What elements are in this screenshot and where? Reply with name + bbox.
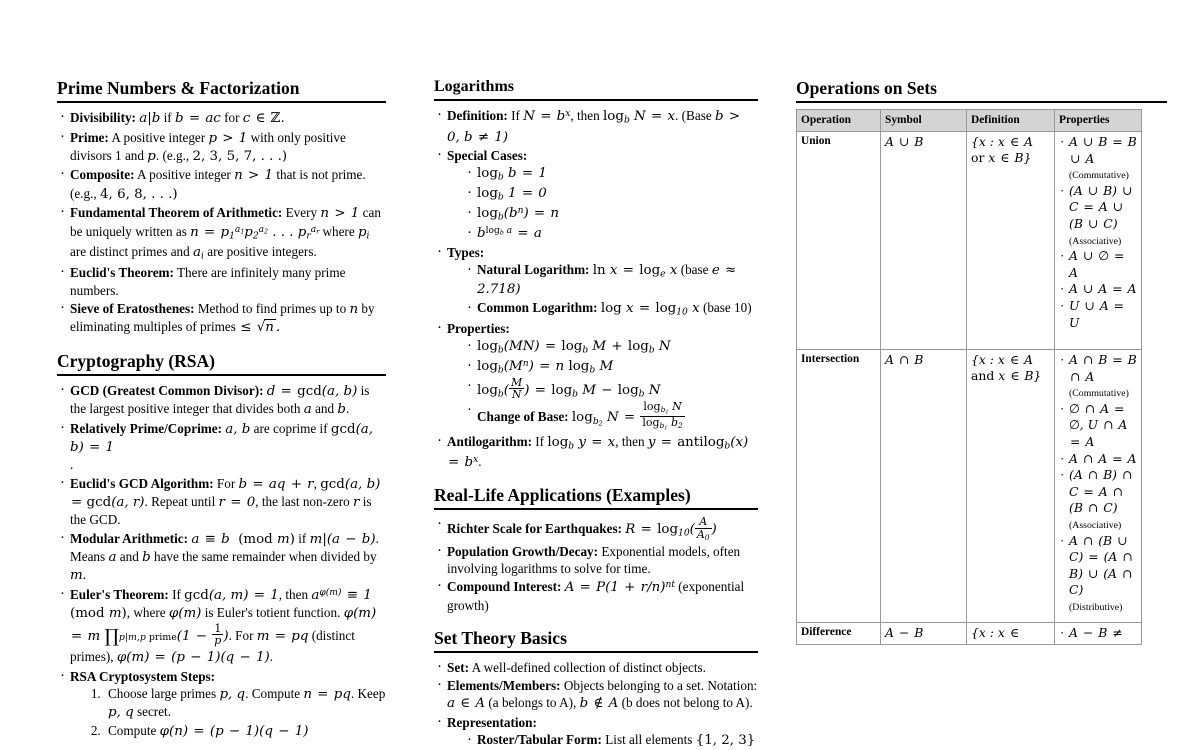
log-property-change-of-base [465,401,758,432]
text-modular-c: and [119,548,139,564]
column-left [0,78,410,739]
math-logb-1: $\log_b 1 = 0$ [477,186,547,203]
term-rsa-steps: RSA Cryptosystem Steps: [70,668,216,684]
representation-list [447,731,758,750]
note-distributive-inter: (Distributive) [1069,601,1123,613]
term-representation: Representation: [447,714,537,730]
text-compound: (exponential growth) [447,579,745,613]
text-fta-e: are positive integers. [207,244,317,260]
special-case-1 [465,164,758,184]
text-natural: (base [680,261,709,277]
text-algo-b: . Repeat until [144,493,216,509]
term-prime: Prime: [70,129,109,145]
table-row [797,622,1142,644]
math-antilog: y = antilog$_b$(x) = $b^x$ [448,434,749,470]
term-properties: Properties: [447,321,510,337]
math-log-b-n: $\log_b N = x$ [603,109,676,126]
math-union-idempotent: A ∪ A = A [1069,281,1137,297]
math-m: m [70,568,83,584]
term-richter: Richter Scale for Earthquakes: [447,521,622,537]
math-b-notin-A: b ∉ A [579,696,619,712]
term-log-definition: Definition: [447,108,508,124]
cell-operation-union: Union [797,131,881,349]
math-diff-noncommutative: A − B ≠ [1069,624,1123,640]
text-step2-a: Compute [108,722,157,738]
table-row [797,131,1142,349]
term-natural-log: Natural Logarithm: [477,261,590,277]
term-types: Types: [447,244,485,260]
math-n-eq-pq: n = pq [303,686,351,702]
term-compound-interest: Compound Interest: [447,579,562,595]
math-change-of-base: $\log_{b_2} N$ = $\frac{\log_{b_1} N}{\log_{b_1} b_2}$ [571,399,683,432]
text-coprime-period: . [70,457,74,473]
math-a-inter-b: A ∩ B [885,351,924,367]
math-difference-definition: {x : x ∈ [971,624,1020,640]
rsa-step-1 [104,685,386,722]
list-item-modular-arithmetic: · Modular Arithmetic: a ≡ b (mod m) if m|(a − b). Means a and b have the same remainder when divided by m. [57,530,386,585]
math-division-algorithm: b = aq + r [238,476,314,492]
difference-property-noncommutative [1059,625,1137,642]
list-item-coprime [57,420,386,474]
section-title-set-theory: Set Theory Basics [434,628,758,653]
math-phi-n: φ(n) = (p − 1)(q − 1) [159,723,309,739]
applications-list [434,516,758,613]
term-euler-theorem: Euler's Theorem: [70,586,169,602]
table-row [797,349,1142,622]
list-item-fundamental-theorem [57,204,386,263]
math-logb-b: $\log_b b = 1$ [477,166,547,183]
math-intersection-definition: {x : x ∈ A and x ∈ B} [971,351,1042,384]
math-n-sieve: n [349,301,359,317]
math-inter-distributive: A ∩ (B ∪ C) = (A ∩ B) ∪ (A ∩ C) [1069,532,1133,598]
union-property-commutative [1059,134,1137,183]
intersection-property-empty [1059,401,1137,451]
note-associative-inter: (Associative) [1069,519,1122,531]
text-def-a: If [511,108,520,124]
math-compound-interest: $A = P(1 + r/n)^{nt}$ [564,580,675,596]
set-theory-list [434,659,758,750]
math-gcd-ar: gcd(a, r) [86,494,145,510]
text-antilog-b: , then [615,433,645,449]
text-elements-b: (a belongs to A), [488,695,577,711]
math-logb-bn: $\log_b(b^n) = n$ [477,205,560,223]
list-item-set [434,659,758,676]
math-a2: a [108,549,117,565]
term-euclid-algorithm: Euclid's GCD Algorithm: [70,475,214,491]
list-item-special-cases [434,147,758,242]
text-for: for [224,110,240,126]
list-item-types [434,244,758,320]
math-mod-m: (mod m) [70,606,127,622]
term-divisibility: Divisibility: [70,110,136,126]
term-gcd: GCD (Greatest Common Divisor): [70,382,264,398]
math-union-associative: (A ∪ B) ∪ C = A ∪ (B ∪ C) [1069,182,1133,231]
math-richter: $R = \log_{10}$( $\frac{A}{A_0}$ ) [625,515,717,543]
math-union-universal: U ∪ A = U [1069,297,1124,330]
rsa-steps-list [70,685,386,740]
list-item-euler-theorem: · Euler's Theorem: If gcd(a, m) = 1, then $a^{\varphi(m)} \equiv 1$ (mod m), where φ(m) is Euler's totient function. φ(m) = m ∏p|m,p prime(1 − $\frac{1}{p}$ ). For m = pq (distinct primes), φ(m) = (p − 1)(q − 1). [57,586,386,667]
math-a-union-b: A ∪ B [885,133,924,149]
type-natural-log [465,261,758,300]
cell-symbol-difference [881,622,967,644]
union-property-universal [1059,298,1137,331]
math-a-i: $a_i$ [193,245,204,262]
list-item-properties [434,320,758,431]
text-set: A well-defined collection of distinct objects. [471,659,706,675]
cell-definition-intersection [967,349,1055,622]
log-property-quotient [465,377,758,401]
column-header-properties: Properties [1055,110,1142,132]
math-p-q: p, q [219,686,246,702]
text-fta-d: are distinct primes and [70,244,190,260]
text-euler-f: (distinct primes), [70,627,355,665]
column-right [782,78,1191,640]
math-inter-empty: ∅ ∩ A = ∅, U ∩ A = A [1069,400,1128,449]
text-fta-c: where [322,223,355,239]
term-roster: Roster/Tabular Form: [477,731,602,747]
math-inter-associative: (A ∩ B) ∩ C = A ∩ (B ∩ C) [1069,467,1133,516]
representation-roster [465,731,758,750]
math-gcd-eq-1: gcd(a, b) = 1 [70,421,374,455]
union-property-identity [1059,248,1137,281]
text-common: (base 10) [702,300,752,316]
math-a: a [303,402,312,418]
cell-operation-difference: Difference [797,622,881,644]
list-item-population [434,543,758,577]
text-sieve-b: by eliminating multiples of primes [70,300,375,335]
section-title-prime-numbers: Prime Numbers & Factorization [57,78,386,103]
text-euler-c: , where [126,605,166,621]
text-prime-b: with only positive divisors 1 and [70,129,346,163]
cell-operation-intersection: Intersection [797,349,881,622]
term-antilogarithm: Antilogarithm: [447,433,532,449]
special-case-2 [465,184,758,204]
term-fundamental-theorem: Fundamental Theorem of Arithmetic: [70,205,283,221]
text-antilog-a: If [535,433,545,449]
math-r: r [353,494,360,510]
math-c-in-z: c ∈ ℤ. [242,111,285,127]
union-properties-list [1059,134,1137,331]
math-divisibility: a|b [139,111,161,127]
term-change-of-base: Change of Base: [477,409,569,425]
math-a-b: a, b [225,421,251,437]
intersection-property-distributive [1059,533,1137,615]
intersection-property-commutative [1059,352,1137,401]
math-p-gt-1: p > 1 [208,130,248,146]
rsa-step-2 [104,722,386,740]
math-p-q-2: p, q [108,705,134,721]
list-item-euclid-theorem [57,264,386,298]
text-modular-a: if [298,530,307,546]
text-prime-eg: . (e.g., [155,147,190,163]
text-fta-a: Every [285,205,318,221]
log-property-power [465,357,758,377]
intersection-property-associative [1059,467,1137,532]
union-property-associative [1059,183,1137,248]
math-inter-idempotent: A ∩ A = A [1069,450,1137,466]
text-composite-b: that is not prime. (e.g., [70,167,366,201]
list-item-divisibility [57,109,386,127]
term-set: Set: [447,659,469,675]
math-totient-formula: φ(m) = m ∏p|m,p prime(1 − $\frac{1}{p}$ ) [71,606,377,648]
math-gcd-def: d = gcd(a, b) [266,383,358,399]
math-m-divides: m|(a − b) [309,531,376,547]
math-phi-pq: φ(m) = (p − 1)(q − 1) [116,650,270,666]
text-population: Exponential models, often involving logarithms to solve for time. [447,543,741,577]
term-composite: Composite: [70,167,135,183]
term-sieve: Sieve of Eratosthenes: [70,300,195,316]
column-header-definition: Definition [967,110,1055,132]
list-item-euclid-algorithm: · Euclid's GCD Algorithm: For b = aq + r, gcd(a, b) = gcd(a, r). Repeat until r = 0, the last non-zero r is the GCD. [57,475,386,529]
text-composite-a: A positive integer [137,167,231,183]
section-title-operations-on-sets: Operations on Sets [796,78,1167,103]
math-sqrt-n: ≤ √n . [240,320,281,336]
math-a-minus-b: A − B [885,624,924,640]
difference-properties-list [1059,625,1137,642]
table-header-row [797,110,1142,132]
note-commutative-inter: (Commutative) [1069,388,1129,400]
special-cases-list [447,164,758,242]
types-list [447,261,758,319]
text-def-c: . (Base [675,108,712,124]
cell-symbol-intersection [881,349,967,622]
intersection-properties-list [1059,352,1137,615]
math-e-approx: e ≈ 2.718) [477,262,737,298]
math-inter-commutative: A ∩ B = B ∩ A [1069,351,1137,384]
text-euler-e: . For [228,627,254,643]
type-common-log [465,299,758,319]
list-item-log-definition [434,107,758,146]
cell-properties-intersection [1055,349,1142,622]
union-property-idempotent [1059,281,1137,298]
text-algo-c: , the last non-zero [255,493,350,509]
math-log-y-eq-x: $\log_b y = x$ [547,434,616,452]
math-b: b [337,402,346,418]
math-a-in-A: a ∈ A [447,696,486,712]
intersection-property-idempotent [1059,451,1137,468]
cell-properties-difference [1055,622,1142,644]
math-phi-m: φ(m) [168,606,202,622]
log-property-product [465,337,758,357]
term-coprime: Relatively Prime/Coprime: [70,420,222,436]
list-item-sieve [57,300,386,337]
list-item-rsa-steps [57,668,386,740]
special-case-3 [465,204,758,224]
math-base-condition: b > 0, b ≠ 1) [447,109,741,145]
math-composite-examples: 4, 6, 8, . . .) [100,186,178,202]
special-case-4 [465,224,758,243]
list-item-antilogarithm: · Antilogarithm: If $\log_b y = x$, then y = antilog$_b$(x) = $b^x$. [434,433,758,472]
text-gcd-a: is the largest positive integer that divides both [70,382,370,417]
text-gcd-b: and [315,401,335,417]
text-modular-b: . Means [70,530,379,564]
math-log-product: $\log_b(MN) = \log_b M + \log_b N$ [477,339,671,356]
math-n-gt-1-fta: n > 1 [320,206,360,222]
logarithms-list [434,107,758,471]
term-population: Population Growth/Decay: [447,543,599,559]
term-euclid-theorem: Euclid's Theorem: [70,265,174,281]
text-step1-b: . Compute [245,685,301,701]
math-gcd-ab-eq: gcd(a, b) = [71,476,381,510]
operations-on-sets-table [796,109,1142,644]
cell-definition-union [967,131,1055,349]
term-modular-arithmetic: Modular Arithmetic: [70,530,189,546]
math-b-eq-ac: b = ac [174,111,221,127]
term-elements: Elements/Members: [447,678,561,694]
list-item-gcd: · GCD (Greatest Common Divisor): d = gcd(a, b) is the largest positive integer that divides both a and b. [57,382,386,419]
text-elements-a: Objects belonging to a set. Notation: [563,678,758,694]
text-step1-a: Choose large primes [108,685,217,701]
list-item-elements [434,677,758,713]
math-gcd-am: gcd(a, m) = 1 [184,587,279,603]
text-algo-d: is the GCD. [70,493,372,528]
cell-definition-difference [967,622,1055,644]
math-p: p [147,148,156,164]
math-factorization: $n = p_1^{a_1}p_2^{a_2}$ . . . $p_r^{a_r}$ [190,224,320,242]
math-union-commutative: A ∪ B = B ∪ A [1069,133,1137,166]
column-header-symbol: Symbol [881,110,967,132]
cell-symbol-union [881,131,967,349]
math-congruence: a ≡ b (mod m) [191,531,295,547]
section-title-cryptography: Cryptography (RSA) [57,351,386,376]
text-prime-a: A positive integer [111,129,206,145]
text-def-b: , then [570,108,600,124]
math-log-quotient: $\log_b$( $\frac{M}{N}$ ) = $\log_b M - \log_b N$ [477,375,661,402]
math-p-i: $p_i$ [357,224,370,242]
list-item-richter [434,516,758,541]
math-m-eq-pq: m = pq [256,628,309,644]
log-properties-list [447,337,758,431]
math-prime-examples: 2, 3, 5, 7, . . .) [192,148,288,164]
math-n-gt-1: n > 1 [234,168,274,184]
text-coprime: are coprime if [253,420,328,436]
list-item-representation [434,714,758,750]
text-divisibility: if [163,110,172,126]
math-log-x: $\log x = \log_{10} x$ [600,301,700,318]
term-common-log: Common Logarithm: [477,300,598,316]
section-title-logarithms: Logarithms [434,78,758,101]
text-euler-a: If [172,586,181,602]
text-step1-d: secret. [136,704,172,720]
text-step1-c: . Keep [350,685,386,701]
text-fta-b: can be uniquely written as [70,205,381,239]
math-r-eq-0: r = 0 [218,494,256,510]
note-commutative-union: (Commutative) [1069,170,1129,182]
math-b-logb-a: $b^{log_b a} = a$ [477,225,542,241]
text-modular-d: have the same remainder when divided by [153,548,377,564]
text-roster: List all elements [605,731,693,747]
text-sieve-a: Method to find primes up to [197,300,347,316]
math-union-definition: {x : x ∈ A or x ∈ B} [971,133,1033,166]
column-middle [410,78,782,748]
list-item-prime [57,129,386,166]
math-euler-congruence: $a^{\varphi(m)} \equiv 1$ [311,587,372,603]
math-union-empty: A ∪ ∅ = A [1069,248,1125,280]
math-n-eq-bx: $N = b^x$ [523,109,571,125]
text-euclid-theorem: There are infinitely many prime numbers. [70,265,346,298]
list-item-compound-interest [434,578,758,614]
math-b2: b [142,549,151,565]
text-elements-c: (b does not belong to A). [621,695,753,711]
note-associative-union: (Associative) [1069,235,1122,247]
cell-properties-union [1055,131,1142,349]
term-special-cases: Special Cases: [447,148,528,164]
text-euler-d: is Euler's totient function. [204,605,341,621]
cryptography-list [57,382,386,740]
math-ln-x: $\ln x = \log_e x$ [592,262,678,280]
math-roster-example: {1, 2, 3} [695,732,756,748]
list-item-composite [57,166,386,203]
prime-numbers-list [57,109,386,336]
math-log-power: $\log_b(M^n) = n$ $\log_b M$ [477,359,614,376]
column-header-operation: Operation [797,110,881,132]
text-euler-b: , then [278,586,309,602]
section-title-applications: Real-Life Applications (Examples) [434,485,758,510]
text-algo-a: For [216,475,236,491]
